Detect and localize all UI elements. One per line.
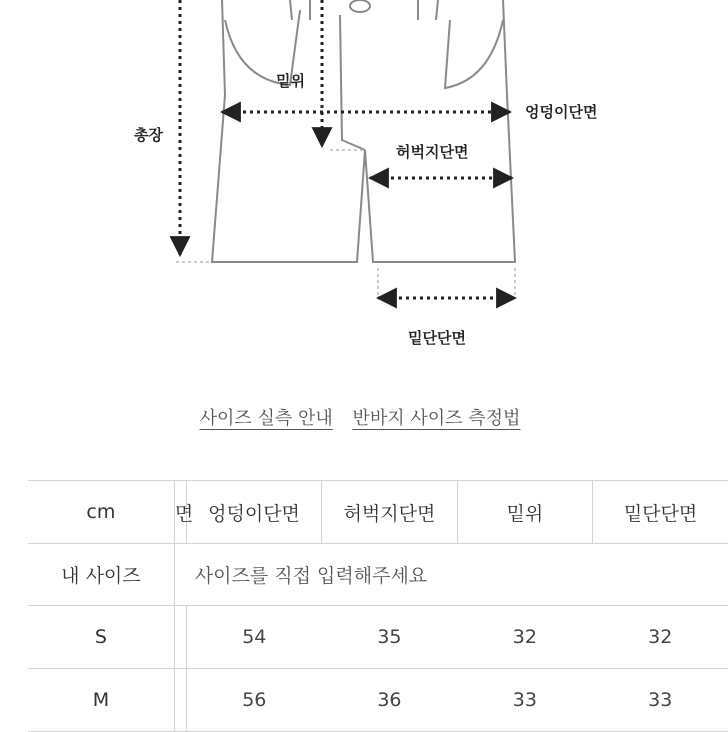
header-thigh: 허벅지단면 [322,481,457,544]
my-size-input[interactable]: 사이즈를 직접 입력해주세요 [174,544,728,606]
cell-rise: 32 [457,606,592,669]
shorts-measure-method-link[interactable]: 반바지 사이즈 측정법 [352,408,521,429]
shorts-outline [212,0,515,262]
hip-label: 엉덩이단면 [525,103,598,121]
shorts-measurement-diagram [0,0,720,360]
cell-thigh: 36 [322,669,457,732]
cell-hem: 32 [593,606,728,669]
rise-label: 밑위 [276,72,305,90]
size-table [28,480,728,732]
guide-lines [176,150,515,295]
size-label: S [28,606,174,669]
size-guide-links [0,404,720,430]
cut-off-header: 면 [174,481,186,544]
cell-rise: 33 [457,669,592,732]
hem-label: 밑단단면 [408,329,466,347]
size-measure-guide-link[interactable]: 사이즈 실측 안내 [199,408,333,429]
unit-header: cm [28,481,174,544]
length-label: 총장 [134,126,163,144]
cell-hip: 54 [186,606,321,669]
size-table-container[interactable] [28,480,720,720]
cell-hem: 33 [593,669,728,732]
table-header-row [28,481,728,544]
cell-hip: 56 [186,669,321,732]
table-row [28,669,728,732]
header-rise: 밑위 [457,481,592,544]
size-label: M [28,669,174,732]
my-size-row [28,544,728,606]
cell-thigh: 35 [322,606,457,669]
header-hem: 밑단단면 [593,481,728,544]
table-row [28,606,728,669]
header-hip: 엉덩이단면 [186,481,321,544]
thigh-label: 허벅지단면 [396,143,469,161]
my-size-label: 내 사이즈 [28,544,174,606]
